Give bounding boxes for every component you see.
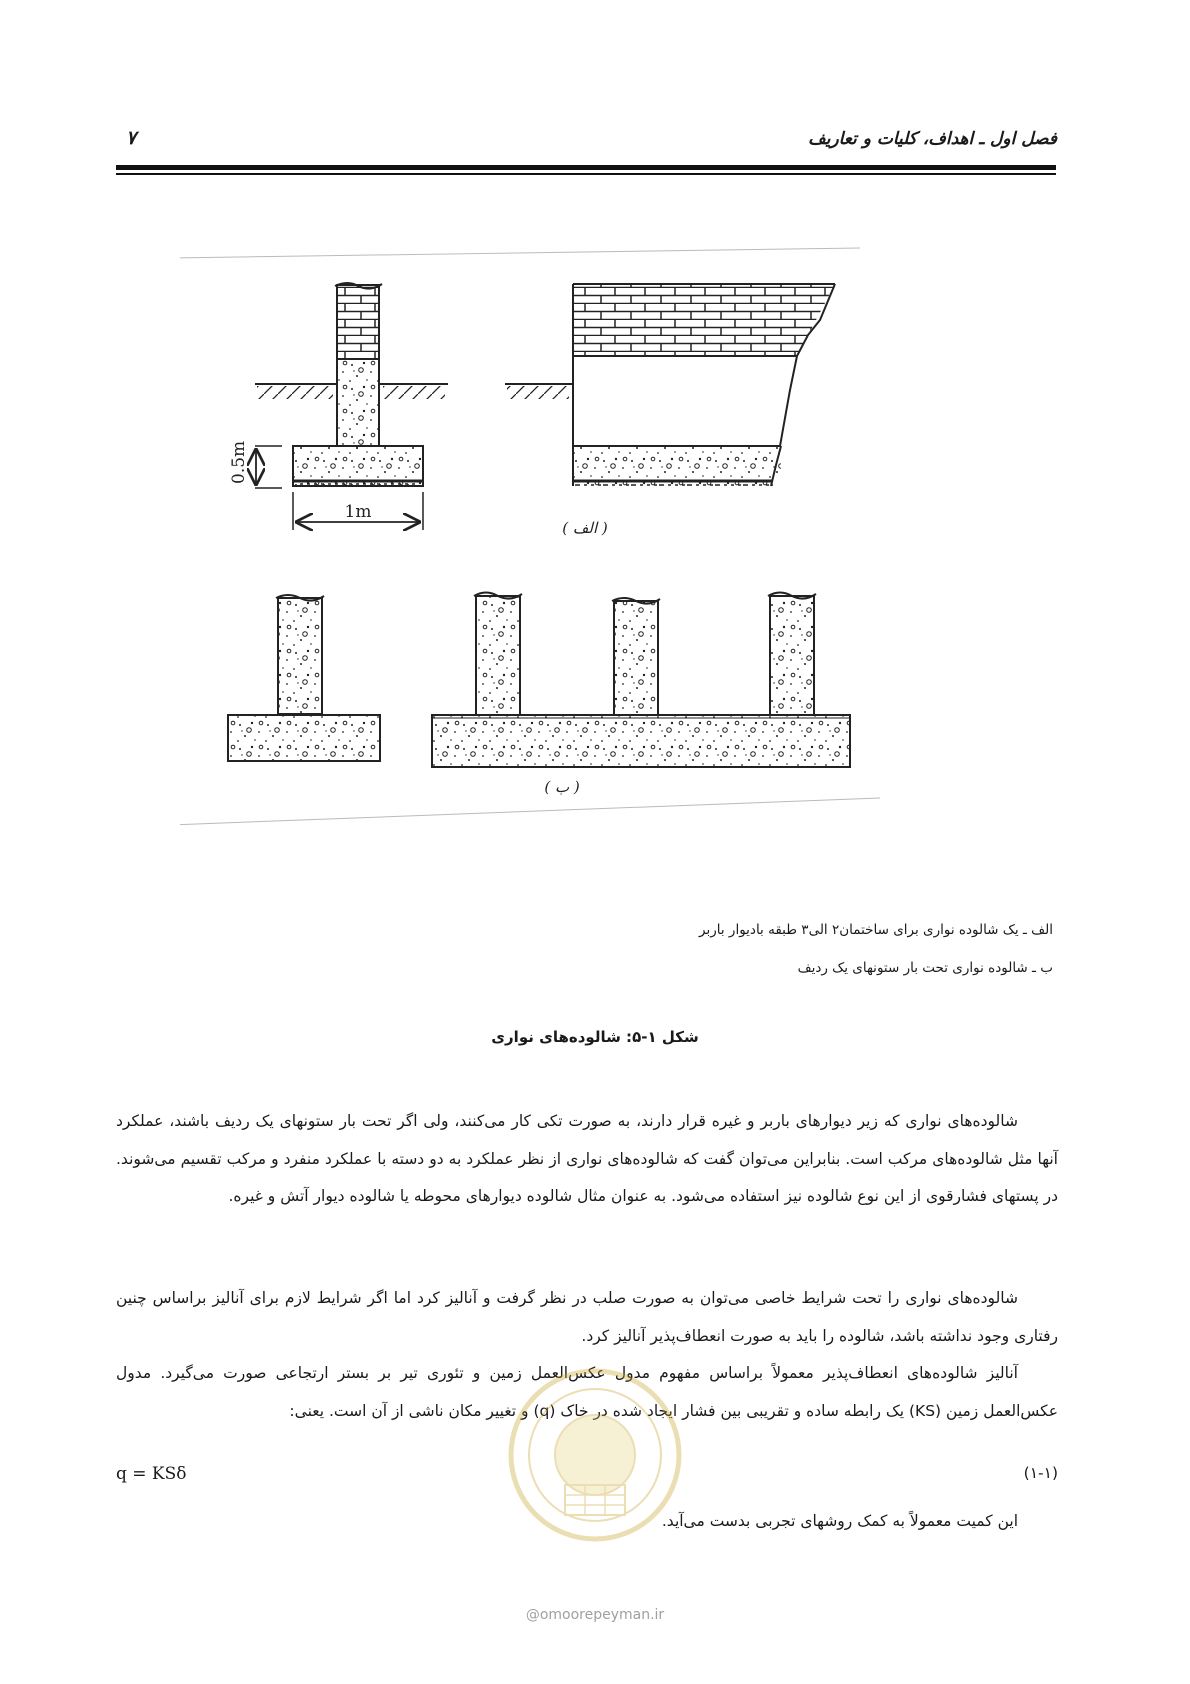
equation-number: (۱-۱)	[1023, 1464, 1058, 1482]
figure-label-a: ( الف )	[562, 519, 608, 537]
figure-title: شکل ۱-۵: شالوده‌های نواری	[491, 1028, 699, 1046]
chapter-title: فصل اول ـ اهداف، کلیات و تعاریف	[808, 129, 1057, 149]
footer-website: @omoorepeyman.ir	[525, 1607, 665, 1623]
strip-footing-figure	[180, 240, 950, 900]
dimension-width-label: 1m	[344, 502, 372, 522]
wall-elevation-detail	[505, 280, 880, 486]
single-column-strip-detail	[228, 595, 380, 761]
figure-label-b: ( ب )	[544, 778, 580, 796]
dimension-height-label: 0.5m	[229, 440, 249, 484]
body-paragraph-2: شالوده‌های نواری را تحت شرایط خاصی می‌توان به صورت صلب در نظر گرفت و آنالیز کرد اما اگر شرایط لازم برای آنالیز براساس چنین رفتاری وجود نداشته باشد، شالوده را باید به صورت انعطاف‌پذیر آنالیز کرد.	[116, 1289, 1058, 1345]
page-number: ۷	[126, 127, 137, 149]
publisher-seal-watermark	[505, 1365, 685, 1545]
figure-caption-a: الف ـ یک شالوده نواری برای ساختمان۲ الی۳ طبقه بادیوار باربر	[699, 922, 1053, 938]
figure-caption-b: ب ـ شالوده نواری تحت بار ستونهای یک ردیف	[797, 960, 1053, 976]
header-rule-thick	[116, 165, 1056, 170]
body-paragraph-4: این کمیت معمولاً به کمک روشهای تجربی بدست می‌آید.	[661, 1512, 1018, 1530]
equation-formula: q = KSδ	[116, 1464, 187, 1484]
header-rule-thin	[116, 173, 1056, 175]
body-paragraph-3: آنالیز شالوده‌های انعطاف‌پذیر معمولاً براساس مفهوم مدول عکس‌العمل زمین و تئوری تیر بر بستر ارتجاعی صورت می‌گیرد. مدول عکس‌العمل زمین (KS) یک رابطه ساده و تقریبی بین فشار ایجاد شده در خاک (q) و تغییر مکان ناشی از آن است. یعنی:	[116, 1364, 1058, 1420]
body-paragraph-1: شالوده‌های نواری که زیر دیوارهای باربر و غیره قرار دارند، به صورت تکی کار می‌کنند، ولی اگر تحت بار ستونهای یک ردیف باشند، عملکرد آنها مثل شالوده‌های مرکب است. بنابراین می‌توان گفت که شالوده‌های نواری از نظر عملکرد به دو دسته با عملکرد منفرد و مرکب تقسیم می‌شوند. در پستهای فشارقوی از این نوع شالوده نیز استفاده می‌شود. به عنوان مثال شالوده دیوارهای محوطه یا شالوده دیوار آتش و غیره.	[116, 1112, 1058, 1205]
multi-column-strip-detail	[432, 593, 850, 768]
wall-footing-detail	[255, 283, 448, 530]
